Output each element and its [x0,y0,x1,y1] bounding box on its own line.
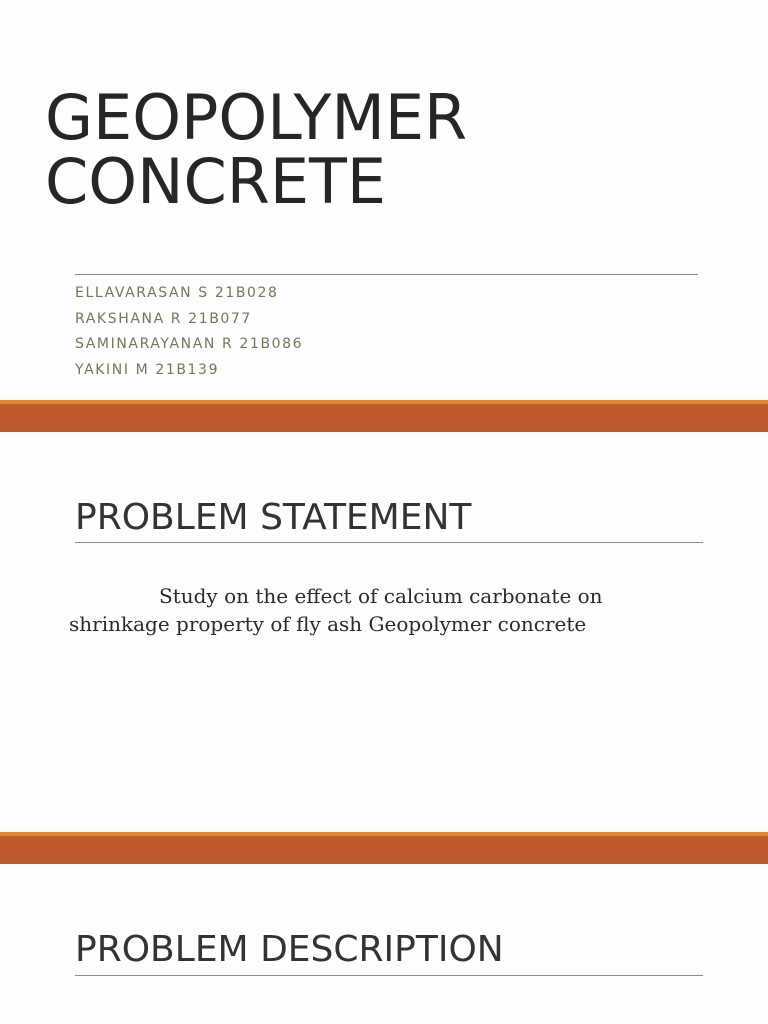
title-divider-line [75,274,698,275]
author-list [75,284,303,386]
title-slide [0,0,768,400]
problem-statement-heading: PROBLEM STATEMENT [75,497,472,538]
author-item: YAKINI M 21B139 [75,361,220,378]
slide-separator-band [0,832,768,864]
author-item: ELLAVARASAN S 21B028 [75,285,279,301]
problem-statement-text: Study on the effect of calcium carbonate on shrinkage property of fly ash Geopolymer concrete [69,584,603,636]
problem-statement-slide [0,432,768,832]
slide-separator-band [0,400,768,432]
title-line-1: GEOPOLYMER [45,81,468,154]
separator-highlight [0,400,768,404]
title-line-2: CONCRETE [45,145,387,218]
presentation-title [45,81,468,218]
separator-highlight [0,832,768,836]
problem-description-slide [0,864,768,1024]
author-item: RAKSHANA R 21B077 [75,310,252,327]
heading-underline [75,542,703,543]
problem-description-heading: PROBLEM DESCRIPTION [75,929,504,970]
heading-underline [75,975,703,976]
author-item: SAMINARAYANAN R 21B086 [75,336,304,352]
